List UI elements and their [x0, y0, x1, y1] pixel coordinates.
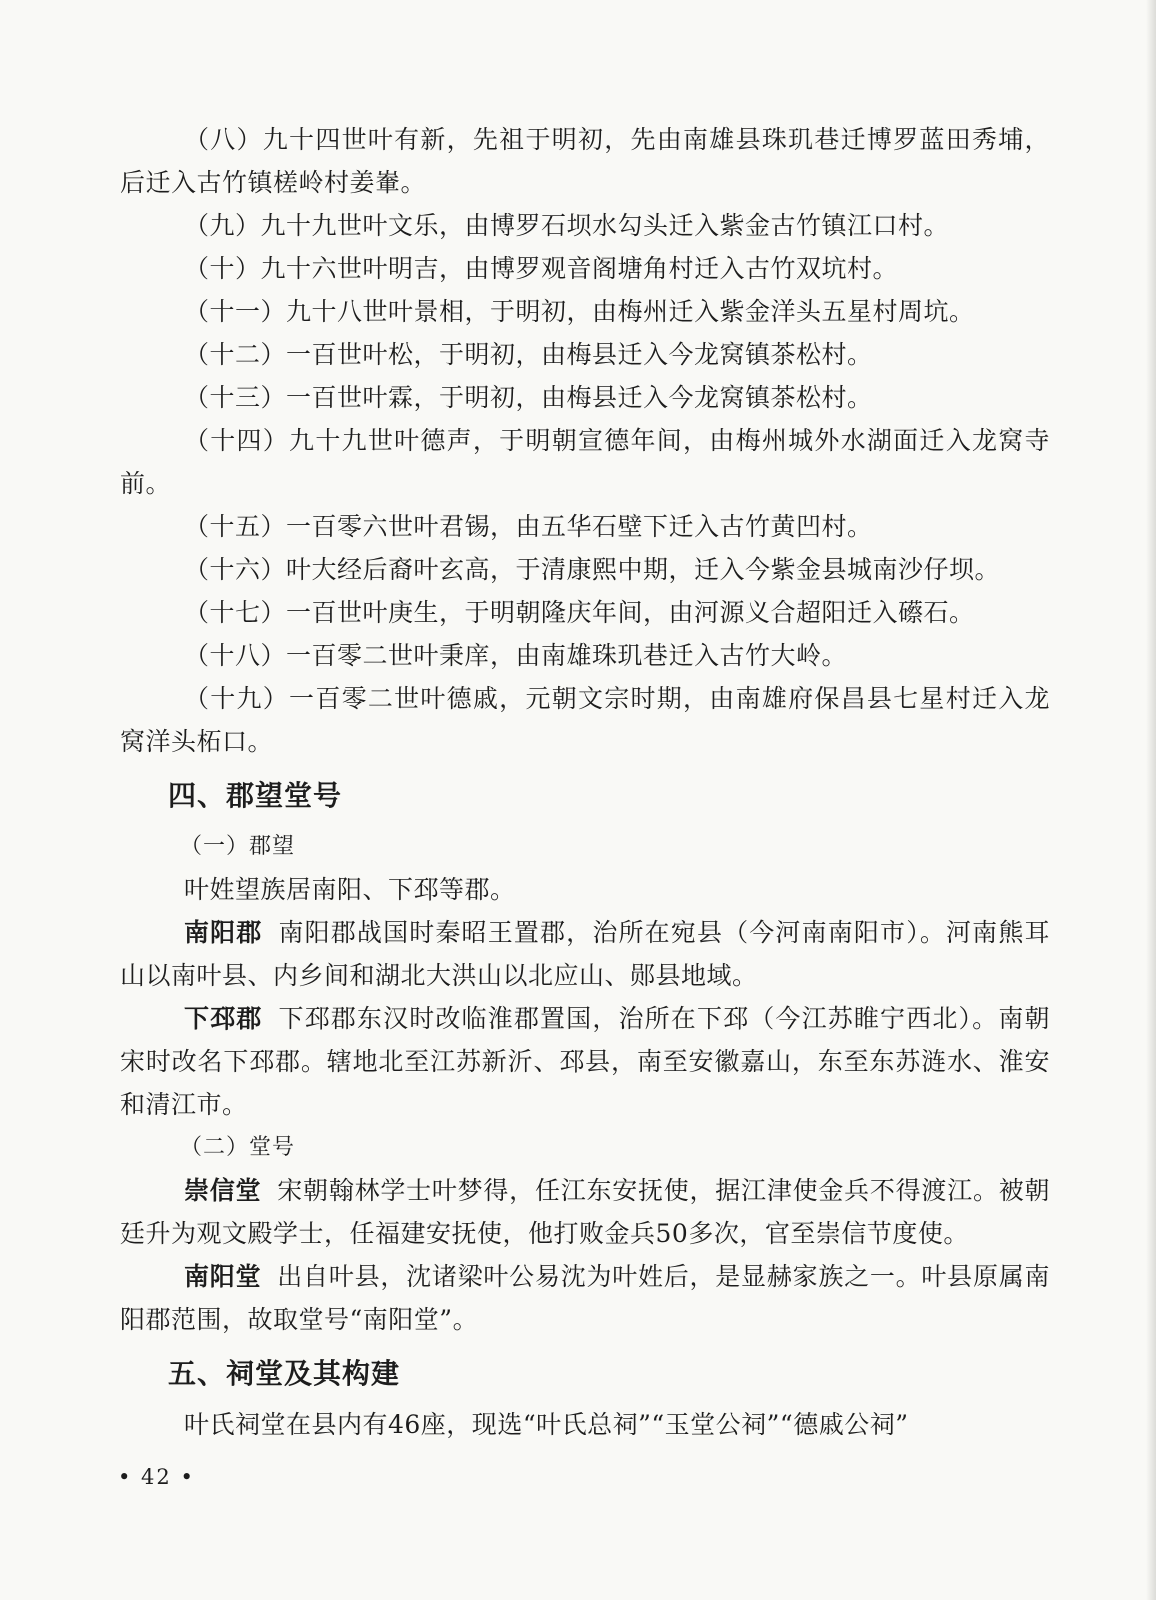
text-xiapi-jun: 下邳郡东汉时改临淮郡置国，治所在下邳（今江苏睢宁西北）。南朝宋时改名下邳郡。辖地北至江苏新沂、邳县，南至安徽嘉山，东至东苏涟水、淮安和清江市。 — [120, 1004, 1050, 1119]
subheading-junwang: （一）郡望 — [180, 834, 296, 859]
migration-item-14: （十四）九十九世叶德声，于明朝宣德年间，由梅州城外水湖面迁入龙窝寺前。 — [120, 426, 1050, 498]
text-chongxin-tang: 宋朝翰林学士叶梦得，任江东安抚使，据江津使金兵不得渡江。被朝廷升为观文殿学士，任福建安抚使，他打败金兵50多次，官至崇信节度使。 — [120, 1176, 1050, 1248]
term-xiapi-jun: 下邳郡 — [184, 1004, 263, 1033]
migration-item-12: （十二）一百世叶松，于明初，由梅县迁入今龙窝镇茶松村。 — [184, 340, 873, 369]
scan-edge-shadow — [1146, 0, 1156, 1600]
text-body — [120, 118, 1050, 1446]
migration-item-11: （十一）九十八世叶景相，于明初，由梅州迁入紫金洋头五星村周坑。 — [184, 297, 975, 326]
subheading-tanghao: （二）堂号 — [180, 1135, 296, 1160]
paragraph-nanyang-jun — [120, 911, 1050, 997]
migration-item-15: （十五）一百零六世叶君锡，由五华石壁下迁入古竹黄凹村。 — [184, 512, 873, 541]
text-nanyang-tang: 出自叶县，沈诸梁叶公易沈为叶姓后，是显赫家族之一。叶县原属南阳郡范围，故取堂号“南阳堂”。 — [120, 1262, 1050, 1334]
migration-item-18: （十八）一百零二世叶秉庠，由南雄珠玑巷迁入古竹大岭。 — [184, 641, 848, 670]
section-5-text: 叶氏祠堂在县内有46座，现选“叶氏总祠”“玉堂公祠”“德戚公祠” — [184, 1410, 909, 1439]
term-chongxin-tang: 崇信堂 — [184, 1176, 262, 1205]
migration-item-19: （十九）一百零二世叶德戚，元朝文宗时期，由南雄府保昌县七星村迁入龙窝洋头柘口。 — [120, 684, 1050, 756]
page-number: • 42 • — [118, 1465, 195, 1489]
section-5-heading: 五、祠堂及其构建 — [168, 1357, 401, 1390]
migration-item-8: （八）九十四世叶有新，先祖于明初，先由南雄县珠玑巷迁博罗蓝田秀埔，后迁入古竹镇槎岭村姜輋。 — [120, 125, 1050, 197]
paragraph-xiapi-jun — [120, 997, 1050, 1126]
term-nanyang-tang: 南阳堂 — [184, 1262, 262, 1291]
term-nanyang-jun: 南阳郡 — [184, 918, 263, 947]
migration-item-9: （九）九十九世叶文乐，由博罗石坝水勾头迁入紫金古竹镇江口村。 — [184, 211, 950, 240]
migration-item-10: （十）九十六世叶明吉，由博罗观音阁塘角村迁入古竹双坑村。 — [184, 254, 899, 283]
paragraph-nanyang-tang — [120, 1255, 1050, 1341]
junwang-intro: 叶姓望族居南阳、下邳等郡。 — [184, 875, 516, 904]
section-4-heading: 四、郡望堂号 — [168, 779, 343, 812]
migration-item-16: （十六）叶大经后裔叶玄高，于清康熙中期，迁入今紫金县城南沙仔坝。 — [184, 555, 1001, 584]
paragraph-chongxin-tang — [120, 1169, 1050, 1255]
migration-item-13: （十三）一百世叶霖，于明初，由梅县迁入今龙窝镇茶松村。 — [184, 383, 873, 412]
migration-item-17: （十七）一百世叶庚生，于明朝隆庆年间，由河源义合超阳迁入礤石。 — [184, 598, 975, 627]
text-nanyang-jun: 南阳郡战国时秦昭王置郡，治所在宛县（今河南南阳市）。河南熊耳山以南叶县、内乡间和湖北大洪山以北应山、郧县地域。 — [120, 918, 1050, 990]
